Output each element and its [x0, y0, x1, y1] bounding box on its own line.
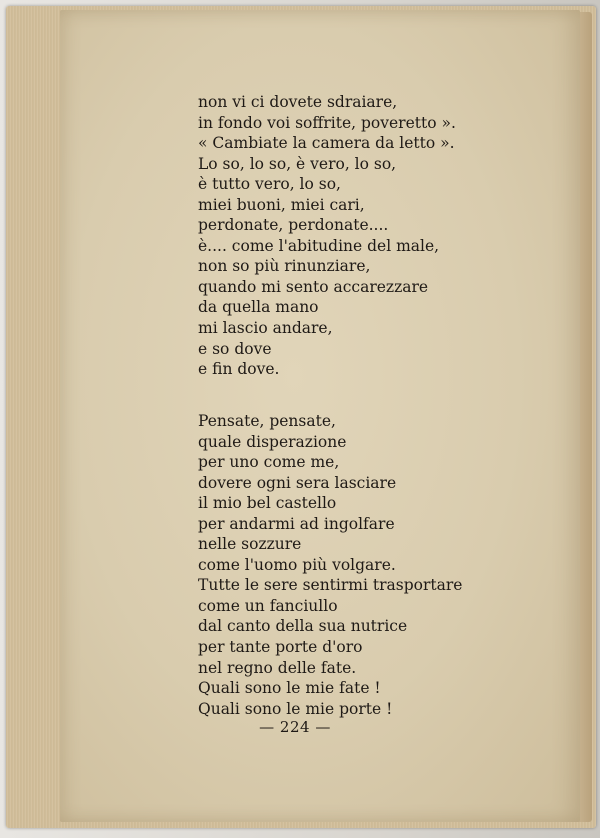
poem-line: dovere ogni sera lasciare [198, 473, 397, 492]
poem-line: Lo so, lo so, è vero, lo so, [198, 154, 397, 173]
poem-line: Quali sono le mie fate ! [198, 679, 381, 698]
poem-line: quale disperazione [198, 432, 347, 451]
poem-line: Tutte le sere sentirmi trasportare [198, 576, 463, 595]
poem-line: da quella mano [198, 298, 319, 317]
poem-line: perdonate, perdonate.... [198, 216, 389, 235]
poem-line: in fondo voi soffrite, poveretto ». [198, 113, 456, 132]
stanza-2 [198, 411, 462, 719]
poem-line: non vi ci dovete sdraiare, [198, 93, 398, 111]
poem-line: « Cambiate la camera da letto ». [198, 134, 455, 153]
poem-line: e fin dove. [198, 360, 280, 379]
stanza-1 [198, 92, 456, 380]
poem-line: il mio bel castello [198, 494, 337, 513]
page-edge [578, 12, 592, 822]
poem-line: come un fanciullo [198, 596, 338, 615]
poem-line: per tante porte d'oro [198, 638, 363, 657]
poem-line: Quali sono le mie porte ! [198, 699, 393, 718]
poem-line: dal canto della sua nutrice [198, 617, 408, 636]
poem-line: come l'uomo più volgare. [198, 555, 396, 574]
poem-line: e so dove [198, 339, 272, 358]
poem-line: non so più rinunziare, [198, 257, 371, 276]
poem-line: quando mi sento accarezzare [198, 277, 429, 296]
poem-line: nel regno delle fate. [198, 658, 357, 677]
poem-line: per uno come me, [198, 453, 340, 472]
poem-line: mi lascio andare, [198, 319, 333, 338]
poem-line: è.... come l'abitudine del male, [198, 236, 440, 255]
poem-line: Pensate, pensate, [198, 412, 336, 430]
page-number: — 224 — [259, 718, 331, 736]
poem-line: nelle sozzure [198, 535, 302, 554]
poem-line: miei buoni, miei cari, [198, 195, 365, 214]
poem-line: è tutto vero, lo so, [198, 175, 341, 194]
poem-line: per andarmi ad ingolfare [198, 514, 395, 533]
